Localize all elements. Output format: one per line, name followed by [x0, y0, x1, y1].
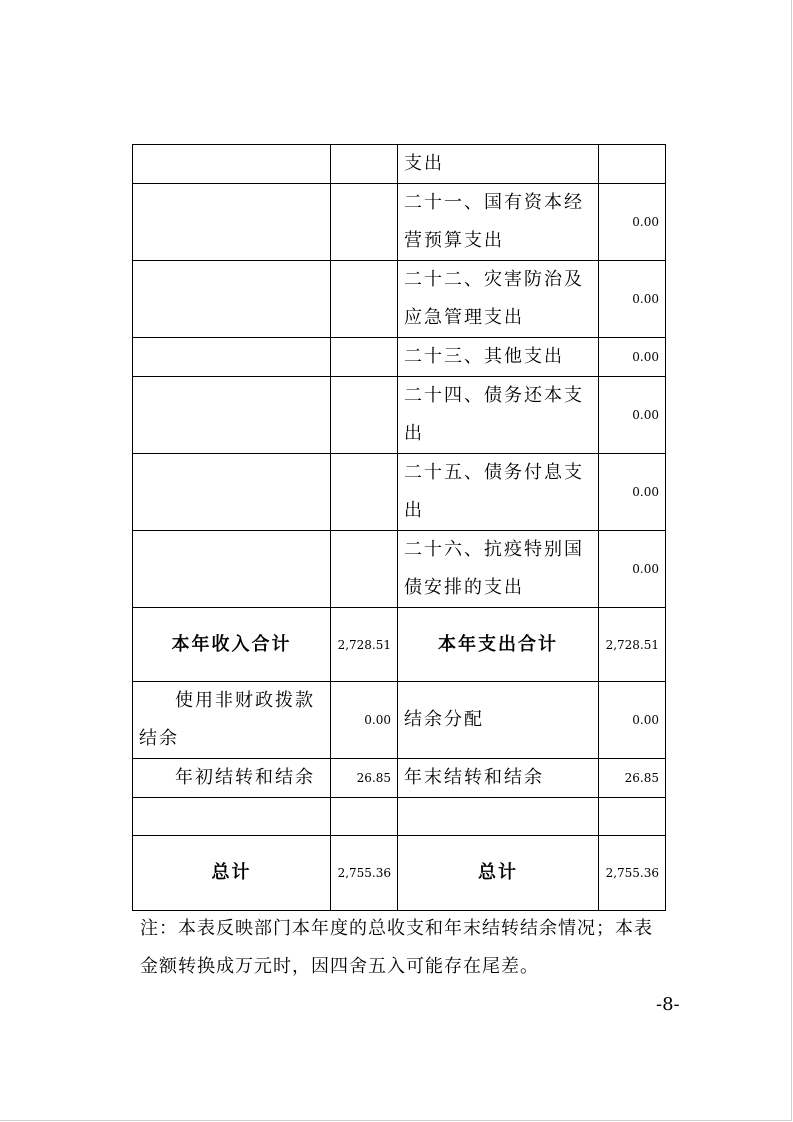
right-label-cell: 二十五、债务付息支出 — [398, 454, 599, 531]
right-value-cell: 0.00 — [599, 531, 666, 608]
left-value-cell — [331, 454, 398, 531]
right-label-cell: 二十三、其他支出 — [398, 338, 599, 377]
income-total-label: 本年收入合计 — [133, 608, 331, 682]
right-label-cell: 支出 — [398, 145, 599, 184]
left-label-cell — [133, 377, 331, 454]
right-label-cell: 二十四、债务还本支出 — [398, 377, 599, 454]
right-label-cell: 二十六、抗疫特别国债安排的支出 — [398, 531, 599, 608]
left-value-cell — [331, 338, 398, 377]
table-row — [133, 454, 666, 531]
grand-total-left-label: 总计 — [133, 836, 331, 911]
table-row — [133, 261, 666, 338]
right-label-cell: 年末结转和结余 — [398, 759, 599, 798]
left-value-cell: 0.00 — [331, 682, 398, 759]
income-total-value: 2,728.51 — [331, 608, 398, 682]
left-label-cell: 年初结转和结余 — [133, 759, 331, 798]
left-value-cell — [331, 377, 398, 454]
table-row — [133, 531, 666, 608]
table-row — [133, 798, 666, 836]
left-value-cell: 26.85 — [331, 759, 398, 798]
left-label-cell — [133, 798, 331, 836]
left-value-cell — [331, 145, 398, 184]
table-row — [133, 377, 666, 454]
table-row — [133, 836, 666, 911]
right-value-cell — [599, 145, 666, 184]
left-label-cell — [133, 184, 331, 261]
table-note: 注：本表反映部门本年度的总收支和年末结转结余情况；本表金额转换成万元时，因四舍五入可能存在尾差。 — [140, 918, 653, 977]
grand-total-right-label: 总计 — [398, 836, 599, 911]
expense-total-value: 2,728.51 — [599, 608, 666, 682]
left-value-cell — [331, 184, 398, 261]
left-label-cell — [133, 531, 331, 608]
table-row — [133, 145, 666, 184]
right-value-cell: 0.00 — [599, 454, 666, 531]
right-value-cell: 0.00 — [599, 682, 666, 759]
left-value-cell — [331, 531, 398, 608]
right-value-cell — [599, 798, 666, 836]
left-value-cell — [331, 261, 398, 338]
table-row — [133, 184, 666, 261]
grand-total-right-value: 2,755.36 — [599, 836, 666, 911]
right-value-cell: 0.00 — [599, 338, 666, 377]
expense-total-label: 本年支出合计 — [398, 608, 599, 682]
left-value-cell — [331, 798, 398, 836]
table-row — [133, 338, 666, 377]
left-label-cell: 使用非财政拨款结余 — [133, 682, 331, 759]
left-label-cell — [133, 454, 331, 531]
right-label-cell: 二十二、灾害防治及应急管理支出 — [398, 261, 599, 338]
right-label-cell: 二十一、国有资本经营预算支出 — [398, 184, 599, 261]
right-value-cell: 0.00 — [599, 261, 666, 338]
table-row — [133, 759, 666, 798]
left-label-cell — [133, 145, 331, 184]
right-value-cell: 26.85 — [599, 759, 666, 798]
budget-table — [132, 144, 666, 911]
right-label-cell — [398, 798, 599, 836]
table-row — [133, 608, 666, 682]
page-number: -8- — [656, 994, 680, 1015]
table-row — [133, 682, 666, 759]
left-label-cell — [133, 261, 331, 338]
right-label-cell: 结余分配 — [398, 682, 599, 759]
right-value-cell: 0.00 — [599, 184, 666, 261]
right-value-cell: 0.00 — [599, 377, 666, 454]
grand-total-left-value: 2,755.36 — [331, 836, 398, 911]
left-label-cell — [133, 338, 331, 377]
